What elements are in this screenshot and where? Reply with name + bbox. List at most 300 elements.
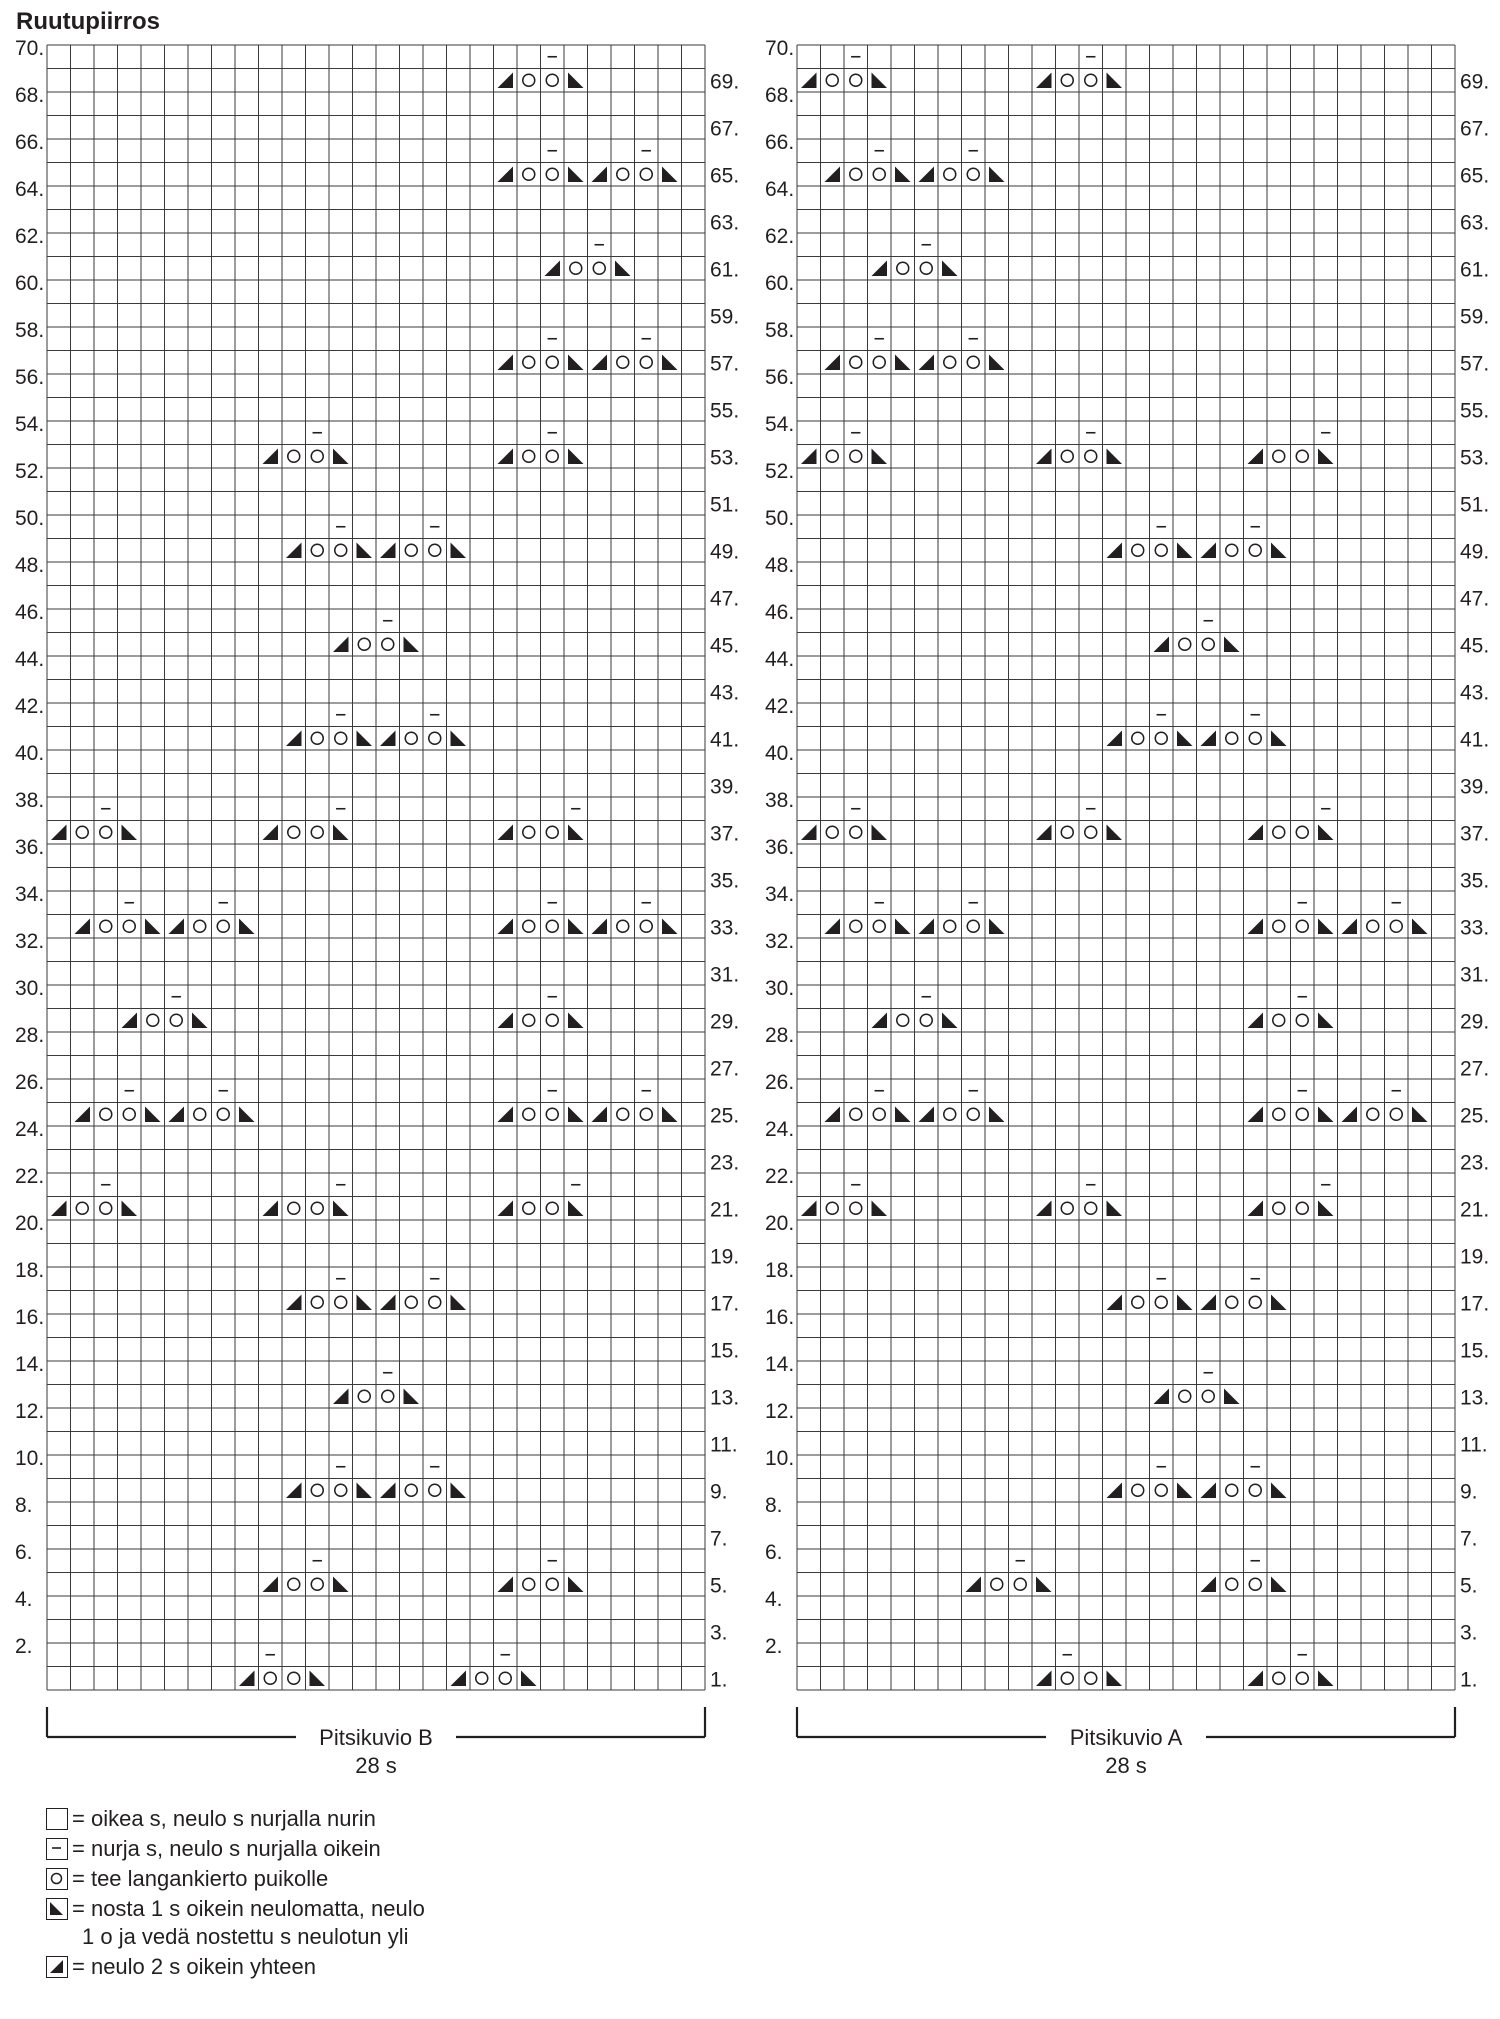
k2tog-icon [1342, 1107, 1358, 1123]
k2tog-icon [825, 355, 841, 371]
row-label-even: 36. [765, 836, 795, 859]
row-label-even: 30. [765, 977, 795, 1000]
row-label-even: 30. [15, 977, 45, 1000]
row-label-even: 64. [765, 178, 795, 201]
slip-slip-icon [145, 1107, 161, 1123]
stitch-count: 28 s [1105, 1753, 1147, 1778]
row-label-even: 20. [15, 1212, 45, 1235]
k2tog-icon [286, 731, 302, 747]
yarn-over-icon [100, 1202, 112, 1214]
k2tog-icon [801, 449, 817, 465]
yarn-over-icon [1226, 1484, 1238, 1496]
slip-slip-icon [404, 1389, 420, 1405]
slip-slip-icon [1107, 1671, 1123, 1687]
row-label-even: 2. [765, 1635, 783, 1658]
row-label-odd: 17. [710, 1292, 740, 1316]
yarn-over-icon [850, 1108, 862, 1120]
slip-slip-icon [1107, 825, 1123, 841]
yarn-over-icon [523, 920, 535, 932]
yarn-over-icon [429, 732, 441, 744]
yarn-over-icon [1155, 544, 1167, 556]
yarn-over-icon [335, 732, 347, 744]
slip-slip-icon [357, 543, 373, 559]
k2tog-icon [498, 1577, 514, 1593]
yarn-over-icon [335, 1296, 347, 1308]
yarn-over-icon [288, 1578, 300, 1590]
row-label-odd: 67. [710, 117, 740, 141]
k2tog-icon [263, 825, 279, 841]
row-label-odd: 33. [710, 916, 740, 940]
row-label-even: 44. [765, 648, 795, 671]
slip-slip-icon [989, 167, 1005, 183]
k2tog-icon [498, 167, 514, 183]
row-label-odd: 7. [710, 1527, 728, 1551]
yarn-over-icon [1249, 544, 1261, 556]
yarn-over-icon [523, 450, 535, 462]
row-label-even: 12. [15, 1400, 45, 1423]
yarn-over-icon [967, 1108, 979, 1120]
yarn-over-icon [850, 920, 862, 932]
yarn-over-icon [1226, 1296, 1238, 1308]
k2tog-icon [592, 1107, 608, 1123]
slip-slip-icon [192, 1013, 208, 1029]
purl-stitch-icon [46, 1838, 68, 1860]
yarn-over-icon [476, 1672, 488, 1684]
row-label-odd: 17. [1460, 1292, 1490, 1316]
yarn-over-icon [850, 74, 862, 86]
row-label-odd: 23. [1460, 1151, 1490, 1175]
yarn-over-icon [1296, 450, 1308, 462]
slip-slip-icon [942, 261, 958, 277]
yarn-over-icon [1390, 1108, 1402, 1120]
k2tog-icon [1036, 449, 1052, 465]
row-label-odd: 53. [1460, 446, 1490, 470]
slip-slip-icon [333, 1201, 349, 1217]
k2tog-icon [592, 919, 608, 935]
row-label-odd: 61. [1460, 258, 1490, 282]
row-label-odd: 51. [710, 493, 740, 517]
slip-slip-icon [568, 449, 584, 465]
slip-slip-icon [1177, 1483, 1193, 1499]
row-label-even: 42. [765, 695, 795, 718]
k2tog-icon [1248, 449, 1264, 465]
yarn-over-icon [1273, 1672, 1285, 1684]
slip-slip-icon [1271, 1483, 1287, 1499]
slip-slip-icon [451, 731, 467, 747]
legend [46, 1805, 425, 1983]
row-label-even: 26. [765, 1071, 795, 1094]
row-label-even: 8. [765, 1494, 783, 1517]
row-label-even: 32. [15, 930, 45, 953]
yarn-over-icon [546, 826, 558, 838]
yarn-over-icon [405, 544, 417, 556]
slip-slip-icon [1318, 825, 1334, 841]
legend-text: = nosta 1 s oikein neulomatta, neulo [72, 1896, 425, 1921]
yarn-over-icon [967, 356, 979, 368]
row-label-even: 44. [15, 648, 45, 671]
yarn-over-icon [1014, 1578, 1026, 1590]
yarn-over-icon [826, 450, 838, 462]
row-label-even: 34. [765, 883, 795, 906]
yarn-over-icon [1155, 1484, 1167, 1496]
slip-slip-icon [895, 919, 911, 935]
yarn-over-icon [311, 826, 323, 838]
k2tog-icon [51, 1201, 67, 1217]
row-label-even: 46. [765, 601, 795, 624]
yarn-over-icon [1085, 826, 1097, 838]
yarn-over-icon [76, 1202, 88, 1214]
yarn-over-icon [100, 826, 112, 838]
yarn-over-icon [1249, 1296, 1261, 1308]
yarn-over-icon [570, 262, 582, 274]
k2tog-icon [1107, 543, 1123, 559]
row-label-even: 14. [765, 1353, 795, 1376]
yarn-over-icon [1226, 544, 1238, 556]
knit-two-together-icon [46, 1956, 68, 1978]
row-label-odd: 35. [1460, 869, 1490, 893]
yarn-over-icon [1226, 1578, 1238, 1590]
k2tog-icon [263, 1577, 279, 1593]
row-label-odd: 13. [710, 1386, 740, 1410]
yarn-over-icon [1202, 638, 1214, 650]
k2tog-icon [286, 1295, 302, 1311]
row-label-even: 20. [765, 1212, 795, 1235]
row-label-odd: 39. [1460, 775, 1490, 799]
slip-slip-icon [1271, 543, 1287, 559]
yarn-over-icon [429, 1296, 441, 1308]
slip-slip-icon [1318, 1107, 1334, 1123]
slip-slip-icon [568, 355, 584, 371]
row-label-odd: 49. [710, 540, 740, 564]
slip-slip-icon [1318, 1201, 1334, 1217]
yarn-over-icon [897, 262, 909, 274]
k2tog-icon [1248, 1671, 1264, 1687]
k2tog-icon [263, 1201, 279, 1217]
row-label-even: 40. [15, 742, 45, 765]
slip-slip-icon [145, 919, 161, 935]
k2tog-icon [380, 1295, 396, 1311]
slip-slip-icon [1271, 1295, 1287, 1311]
yarn-over-icon [1273, 450, 1285, 462]
row-label-odd: 63. [710, 211, 740, 235]
row-label-even: 38. [765, 789, 795, 812]
slip-slip-icon [662, 355, 678, 371]
row-label-even: 64. [15, 178, 45, 201]
row-label-odd: 51. [1460, 493, 1490, 517]
k2tog-icon [919, 355, 935, 371]
yarn-over-icon [1273, 1202, 1285, 1214]
yarn-over-icon [546, 1578, 558, 1590]
slip-slip-icon [357, 1483, 373, 1499]
k2tog-icon [872, 1013, 888, 1029]
k2tog-icon [239, 1671, 255, 1687]
slip-slip-icon [357, 731, 373, 747]
yarn-over-icon [967, 168, 979, 180]
k2tog-icon [825, 1107, 841, 1123]
row-label-odd: 45. [710, 634, 740, 658]
row-label-odd: 13. [1460, 1386, 1490, 1410]
row-label-even: 36. [15, 836, 45, 859]
yarn-over-icon [194, 920, 206, 932]
row-label-even: 14. [15, 1353, 45, 1376]
yarn-over-icon [523, 826, 535, 838]
row-label-odd: 9. [1460, 1480, 1478, 1504]
row-label-even: 8. [15, 1494, 33, 1517]
yarn-over-icon [873, 356, 885, 368]
yarn-over-icon [1085, 74, 1097, 86]
row-label-even: 28. [15, 1024, 45, 1047]
yarn-over-icon [640, 1108, 652, 1120]
row-label-odd: 15. [710, 1339, 740, 1363]
row-label-odd: 27. [1460, 1057, 1490, 1081]
k2tog-icon [498, 355, 514, 371]
slip-slip-icon [1107, 73, 1123, 89]
slip-slip-icon [122, 1201, 138, 1217]
yarn-over-icon [123, 920, 135, 932]
yarn-over-icon [546, 920, 558, 932]
yarn-over-icon [217, 1108, 229, 1120]
k2tog-icon [919, 919, 935, 935]
row-label-odd: 37. [1460, 822, 1490, 846]
row-label-odd: 65. [710, 164, 740, 188]
row-label-odd: 7. [1460, 1527, 1478, 1551]
slip-slip-icon [662, 1107, 678, 1123]
row-label-even: 54. [15, 413, 45, 436]
yarn-over-icon [617, 920, 629, 932]
row-label-even: 34. [15, 883, 45, 906]
row-label-even: 56. [15, 366, 45, 389]
row-label-even: 60. [765, 272, 795, 295]
slip-slip-icon [989, 919, 1005, 935]
yarn-over-icon [335, 544, 347, 556]
row-label-even: 58. [15, 319, 45, 342]
slip-slip-icon [568, 919, 584, 935]
yarn-over-icon [1132, 1296, 1144, 1308]
slip-slip-icon [615, 261, 631, 277]
yarn-over-icon [897, 1014, 909, 1026]
yarn-over-icon [944, 356, 956, 368]
k2tog-icon [1154, 637, 1170, 653]
k2tog-icon [1248, 1201, 1264, 1217]
yarn-over-icon [850, 826, 862, 838]
slip-slip-icon [895, 167, 911, 183]
row-label-odd: 59. [1460, 305, 1490, 329]
yarn-over-icon [523, 1578, 535, 1590]
slip-slip-icon [357, 1295, 373, 1311]
k2tog-icon [498, 1013, 514, 1029]
k2tog-icon [498, 1107, 514, 1123]
row-label-odd: 5. [1460, 1574, 1478, 1598]
slip-slip-icon [1318, 919, 1334, 935]
slip-slip-icon [942, 1013, 958, 1029]
row-label-even: 40. [765, 742, 795, 765]
chart-grid [797, 45, 1455, 1690]
row-label-odd: 31. [710, 963, 740, 987]
yarn-over-icon [826, 826, 838, 838]
row-label-even: 10. [765, 1447, 795, 1470]
yarn-over-icon [523, 1014, 535, 1026]
k2tog-icon [1342, 919, 1358, 935]
row-label-even: 24. [765, 1118, 795, 1141]
row-label-odd: 35. [710, 869, 740, 893]
yarn-over-icon [850, 356, 862, 368]
row-label-even: 50. [15, 507, 45, 530]
row-label-odd: 61. [710, 258, 740, 282]
row-label-odd: 43. [710, 681, 740, 705]
yarn-over-icon [311, 1484, 323, 1496]
row-label-even: 46. [15, 601, 45, 624]
yarn-over-icon [1202, 1390, 1214, 1402]
yarn-over-icon [1367, 920, 1379, 932]
k2tog-icon [498, 73, 514, 89]
row-label-odd: 65. [1460, 164, 1490, 188]
slip-knit-pass-icon [46, 1898, 68, 1920]
row-label-even: 2. [15, 1635, 33, 1658]
slip-slip-icon [568, 1577, 584, 1593]
yarn-over-icon [1132, 544, 1144, 556]
legend-text: = oikea s, neulo s nurjalla nurin [72, 1806, 376, 1831]
slip-slip-icon [872, 73, 888, 89]
yarn-over-icon [1179, 1390, 1191, 1402]
row-label-even: 6. [15, 1541, 33, 1564]
row-label-even: 38. [15, 789, 45, 812]
row-label-odd: 55. [710, 399, 740, 423]
legend-text: = tee langankierto puikolle [72, 1866, 329, 1891]
slip-slip-icon [568, 167, 584, 183]
slip-slip-icon [451, 1483, 467, 1499]
k2tog-icon [333, 1389, 349, 1405]
row-label-even: 52. [15, 460, 45, 483]
k2tog-icon [801, 1201, 817, 1217]
row-label-even: 48. [765, 554, 795, 577]
row-label-odd: 19. [710, 1245, 740, 1269]
yarn-over-icon [1061, 826, 1073, 838]
yarn-over-icon [311, 1296, 323, 1308]
k2tog-icon [825, 167, 841, 183]
slip-slip-icon [333, 825, 349, 841]
row-label-even: 18. [765, 1259, 795, 1282]
row-label-odd: 41. [710, 728, 740, 752]
yarn-over-icon [523, 1202, 535, 1214]
row-label-odd: 49. [1460, 540, 1490, 564]
yarn-over-icon [288, 1202, 300, 1214]
slip-slip-icon [1177, 731, 1193, 747]
yarn-over-icon [100, 920, 112, 932]
yarn-over-icon [264, 1672, 276, 1684]
yarn-over-icon [873, 1108, 885, 1120]
slip-slip-icon [333, 449, 349, 465]
row-label-even: 22. [765, 1165, 795, 1188]
row-label-odd: 37. [710, 822, 740, 846]
page-title: Ruutupiirros [16, 8, 160, 35]
yarn-over-icon [523, 168, 535, 180]
slip-slip-icon [239, 919, 255, 935]
row-label-even: 70. [765, 37, 795, 60]
yarn-over-icon [546, 168, 558, 180]
k2tog-icon [498, 449, 514, 465]
row-label-odd: 69. [710, 70, 740, 94]
k2tog-icon [1201, 1577, 1217, 1593]
k2tog-icon [1154, 1389, 1170, 1405]
slip-slip-icon [1224, 637, 1240, 653]
k2tog-icon [1201, 543, 1217, 559]
yarn-over-icon [288, 1672, 300, 1684]
row-label-odd: 21. [710, 1198, 740, 1222]
yarn-over-icon [1085, 450, 1097, 462]
k2tog-icon [1248, 825, 1264, 841]
k2tog-icon [1036, 73, 1052, 89]
yarn-over-icon [170, 1014, 182, 1026]
slip-slip-icon [1177, 1295, 1193, 1311]
slip-slip-icon [895, 1107, 911, 1123]
row-label-even: 16. [15, 1306, 45, 1329]
yarn-over-icon [382, 1390, 394, 1402]
slip-slip-icon [568, 1107, 584, 1123]
k2tog-icon [498, 825, 514, 841]
yarn-over-icon [920, 1014, 932, 1026]
yarn-over-icon [1249, 1484, 1261, 1496]
slip-slip-icon [872, 825, 888, 841]
slip-slip-icon [333, 1577, 349, 1593]
legend-text-continued: 1 o ja vedä nostettu s neulotun yli [82, 1924, 409, 1949]
yarn-over-icon [1132, 732, 1144, 744]
yarn-over-icon [429, 544, 441, 556]
slip-slip-icon [1177, 543, 1193, 559]
slip-slip-icon [1224, 1389, 1240, 1405]
row-label-even: 70. [15, 37, 45, 60]
row-label-even: 28. [765, 1024, 795, 1047]
yarn-over-icon [46, 1868, 68, 1890]
row-label-odd: 1. [710, 1668, 728, 1692]
yarn-over-icon [1061, 450, 1073, 462]
yarn-over-icon [944, 168, 956, 180]
slip-slip-icon [662, 167, 678, 183]
yarn-over-icon [358, 1390, 370, 1402]
row-label-even: 58. [765, 319, 795, 342]
k2tog-icon [1201, 1295, 1217, 1311]
row-label-even: 42. [15, 695, 45, 718]
yarn-over-icon [100, 1108, 112, 1120]
slip-slip-icon [1412, 919, 1428, 935]
slip-slip-icon [662, 919, 678, 935]
legend-item-yarn-over [46, 1865, 425, 1895]
legend-text: = nurja s, neulo s nurjalla oikein [72, 1836, 381, 1861]
row-label-odd: 25. [710, 1104, 740, 1128]
yarn-over-icon [546, 1108, 558, 1120]
row-label-even: 24. [15, 1118, 45, 1141]
slip-slip-icon [310, 1671, 326, 1687]
slip-slip-icon [568, 825, 584, 841]
row-label-odd: 53. [710, 446, 740, 470]
yarn-over-icon [1296, 1202, 1308, 1214]
yarn-over-icon [640, 356, 652, 368]
yarn-over-icon [1273, 1108, 1285, 1120]
row-label-odd: 45. [1460, 634, 1490, 658]
legend-item-knit [46, 1805, 425, 1835]
yarn-over-icon [1155, 732, 1167, 744]
yarn-over-icon [944, 920, 956, 932]
row-label-odd: 47. [1460, 587, 1490, 611]
yarn-over-icon [311, 1578, 323, 1590]
yarn-over-icon [1390, 920, 1402, 932]
yarn-over-icon [850, 1202, 862, 1214]
slip-slip-icon [122, 825, 138, 841]
yarn-over-icon [288, 826, 300, 838]
row-label-odd: 5. [710, 1574, 728, 1598]
row-label-even: 54. [765, 413, 795, 436]
row-label-odd: 29. [1460, 1010, 1490, 1034]
yarn-over-icon [405, 732, 417, 744]
